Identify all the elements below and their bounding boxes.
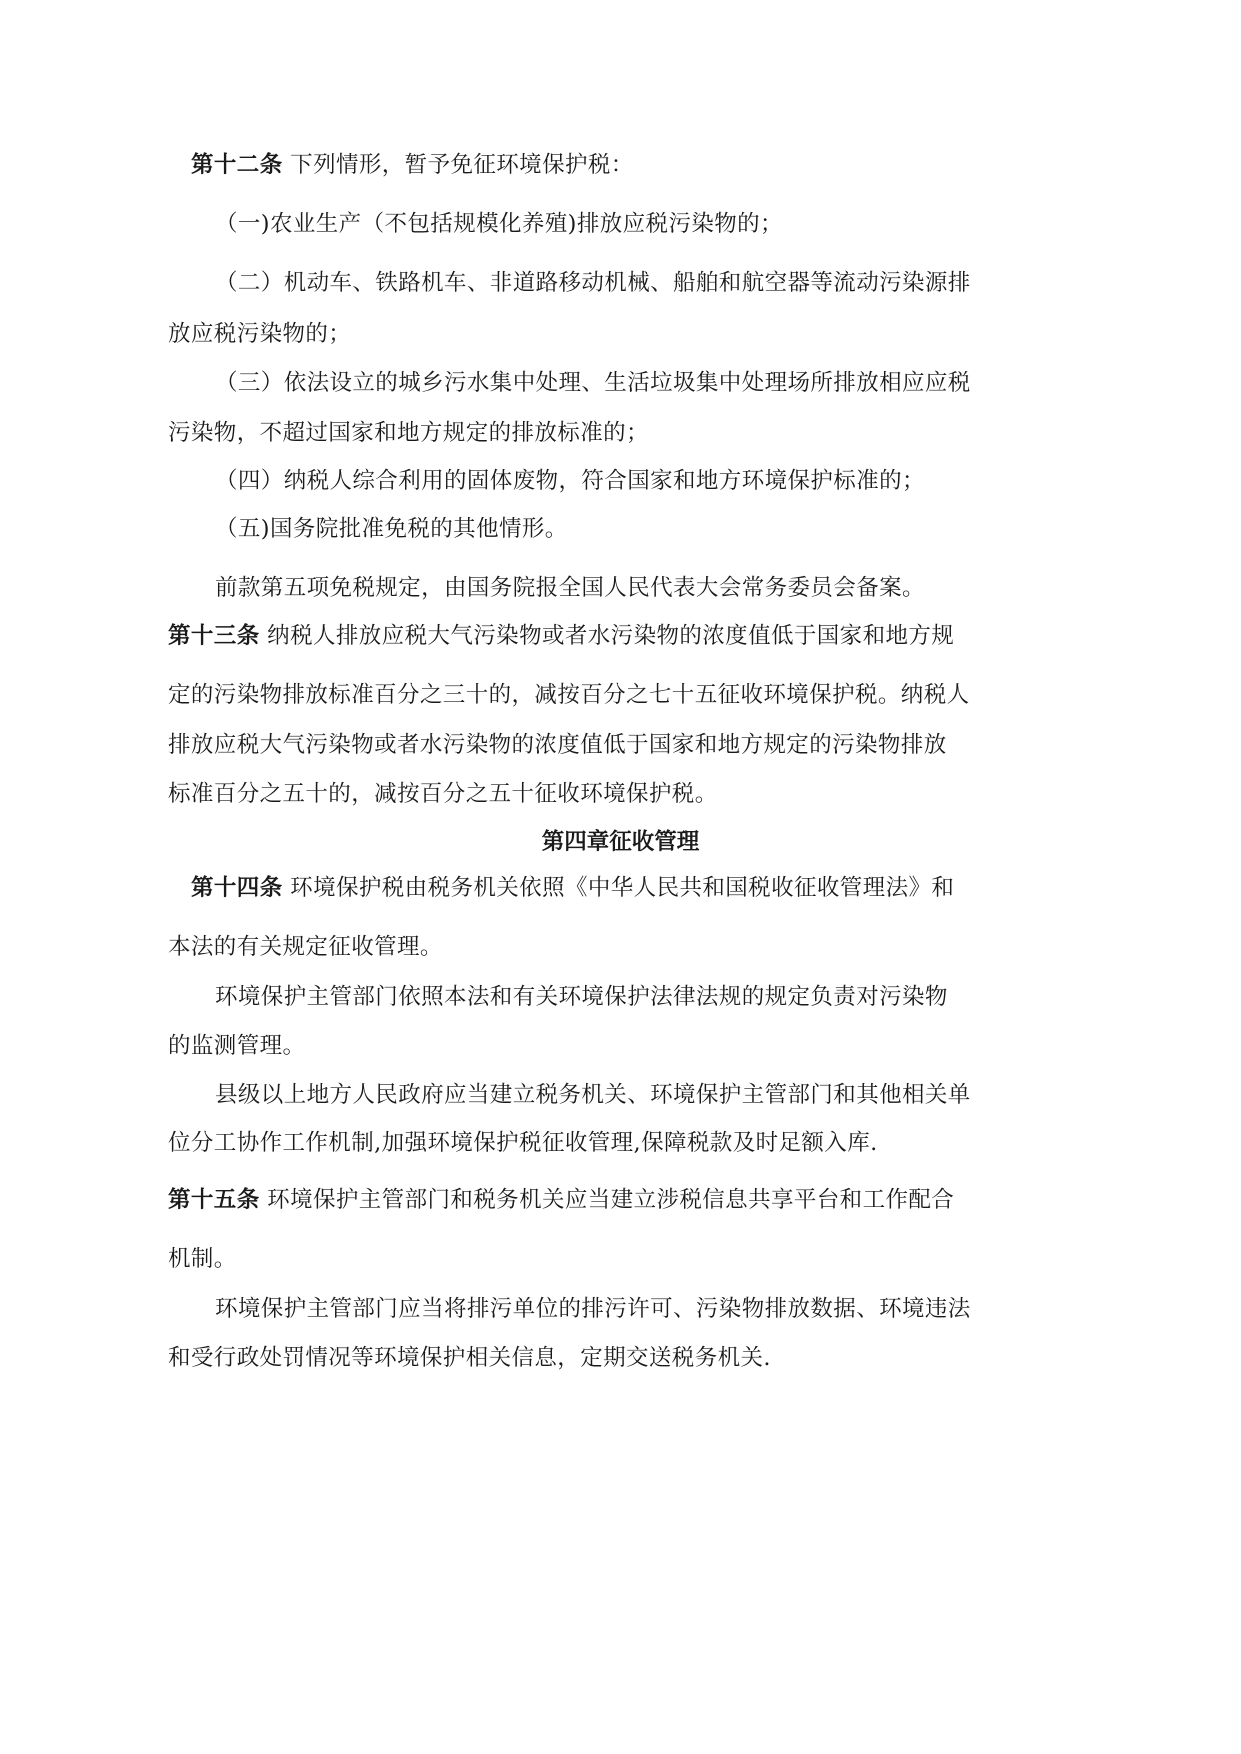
article-text: 纳税人排放应税大气污染物或者水污染物的浓度值低于国家和地方规 xyxy=(267,623,955,649)
article-text: 环境保护主管部门和税务机关应当建立涉税信息共享平台和工作配合 xyxy=(267,1187,955,1213)
article-12-item-2-line-1: （二）机动车、铁路机车、非道路移动机械、船舶和航空器等流动污染源排 xyxy=(215,270,971,296)
chapter-heading: 第四章征收管理 xyxy=(541,829,700,855)
article-14-paragraph-2-line-2: 的监测管理。 xyxy=(168,1033,306,1059)
article-14-paragraph-3-line-2: 位分工协作工作机制,加强环境保护税征收管理,保障税款及时足额入库. xyxy=(168,1130,878,1156)
article-12-item-2-line-2: 放应税污染物的； xyxy=(168,321,352,347)
article-15-paragraph-2-line-1: 环境保护主管部门应当将排污单位的排污许可、污染物排放数据、环境违法 xyxy=(215,1296,971,1322)
article-14-paragraph-2-line-1: 环境保护主管部门依照本法和有关环境保护法律法规的规定负责对污染物 xyxy=(215,984,948,1010)
article-12-item-4: （四）纳税人综合利用的固体废物，符合国家和地方环境保护标准的； xyxy=(215,468,925,494)
article-text: 环境保护税由税务机关依照《中华人民共和国税收征收管理法》和 xyxy=(290,875,955,901)
article-13-line-3: 排放应税大气污染物或者水污染物的浓度值低于国家和地方规定的污染物排放 xyxy=(168,732,947,758)
article-label: 第十五条 xyxy=(168,1187,260,1213)
article-label: 第十三条 xyxy=(168,623,260,649)
article-12-line-1 xyxy=(191,150,634,180)
article-12-item-5: （五)国务院批准免税的其他情形。 xyxy=(215,516,568,542)
article-14-line-1 xyxy=(191,873,954,903)
article-13-line-4: 标准百分之五十的，减按百分之五十征收环境保护税。 xyxy=(168,781,718,807)
article-12-item-1: （一)农业生产（不包括规模化养殖)排放应税污染物的； xyxy=(215,211,783,237)
article-13-line-1 xyxy=(168,621,954,651)
article-text: 下列情形，暂予免征环境保护税： xyxy=(290,152,634,178)
article-label: 第十二条 xyxy=(191,152,283,178)
article-13-line-2: 定的污染物排放标准百分之三十的，减按百分之七十五征收环境保护税。纳税人 xyxy=(168,682,970,708)
article-15-line-1 xyxy=(168,1185,954,1215)
article-15-line-2: 机制。 xyxy=(168,1246,237,1272)
article-12-paragraph-2: 前款第五项免税规定，由国务院报全国人民代表大会常务委员会备案。 xyxy=(215,575,925,601)
article-label: 第十四条 xyxy=(191,875,283,901)
article-12-item-3-line-2: 污染物，不超过国家和地方规定的排放标准的； xyxy=(168,420,649,446)
article-14-paragraph-3-line-1: 县级以上地方人民政府应当建立税务机关、环境保护主管部门和其他相关单 xyxy=(215,1082,971,1108)
article-15-paragraph-2-line-2: 和受行政处罚情况等环境保护相关信息，定期交送税务机关. xyxy=(168,1345,771,1371)
article-14-line-2: 本法的有关规定征收管理。 xyxy=(168,934,443,960)
article-12-item-3-line-1: （三）依法设立的城乡污水集中处理、生活垃圾集中处理场所排放相应应税 xyxy=(215,370,971,396)
